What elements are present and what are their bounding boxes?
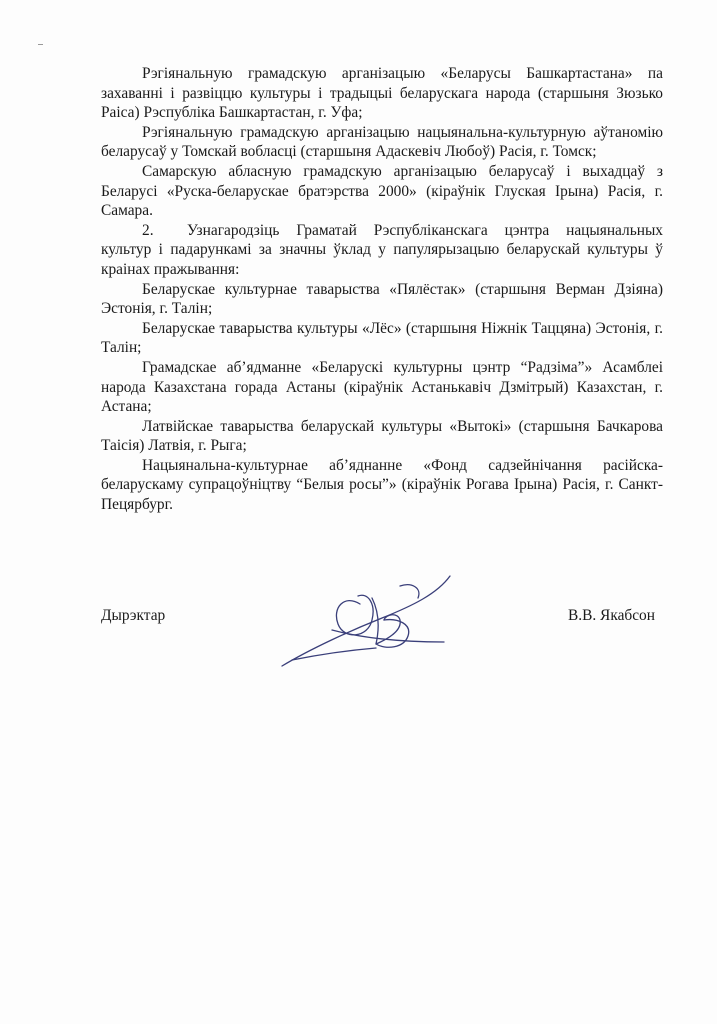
paragraph-tomsk: Рэгіянальную грамадскую арганізацыю нацыянальна-культурную аўтаномію беларусаў у Томскай вобласці (старшыня Адаскевіч Любоў) Расія, г. Томск; xyxy=(101,123,663,161)
signature-line xyxy=(101,606,663,628)
paragraph-bielyja-rosy: Нацыянальна-культурнае аб’яднанне «Фонд садзейнічання расійска-беларускаму супрацоўніцтву “Белыя росы”» (кіраўнік Рогава Ірына) Расія, г. Санкт-Пецярбург. xyxy=(101,456,663,514)
document-body xyxy=(101,64,663,515)
paragraph-samara: Самарскую абласную грамадскую арганізацыю беларусаў і выхадцаў з Беларусі «Руска-беларускае братэрства 2000» (кіраўнік Глуская Ірына) Расія, г. Самара. xyxy=(101,162,663,220)
paragraph-bashkortostan: Рэгіянальную грамадскую арганізацыю «Беларусы Башкартастана» па захаванні і развіццю культуры і традыцыі беларускага народа (старшыня Зюзько Раіса) Рэспубліка Башкартастан, г. Уфа; xyxy=(101,65,663,122)
signatory-name: В.В. Якабсон xyxy=(567,607,655,624)
signatory-role: Дырэктар xyxy=(101,607,166,624)
paragraph-lios: Беларускае таварыства культуры «Лёс» (старшыня Ніжнік Таццяна) Эстонія, г. Талін; xyxy=(101,319,663,357)
paragraph-item-2 xyxy=(101,221,663,280)
item-2-text: Узнагародзіць Граматай Рэспубліканскага цэнтра нацыянальных культур і падарункамі за значны ўклад у папулярызацыю беларускай культуры ў краінах пражывання: xyxy=(101,221,663,278)
item-number: 2. xyxy=(142,221,154,239)
paragraph-pialiostak: Беларускае культурнае таварыства «Пялёстак» (старшыня Верман Дзіяна) Эстонія, г. Талін; xyxy=(101,280,663,318)
paragraph-radzima: Грамадскае аб’ядманне «Беларускі культурны цэнтр “Радзіма”» Асамблеі народа Казахстана горада Астаны (кіраўнік Астанькавіч Дзмітрый) Казахстан, г. Астана; xyxy=(101,358,663,416)
paragraph-vytoki: Латвійскае таварыства беларускай культуры «Вытокі» (старшыня Бачкарова Таісія) Латвія, г. Рыга; xyxy=(101,417,663,455)
scan-speck xyxy=(38,44,43,45)
